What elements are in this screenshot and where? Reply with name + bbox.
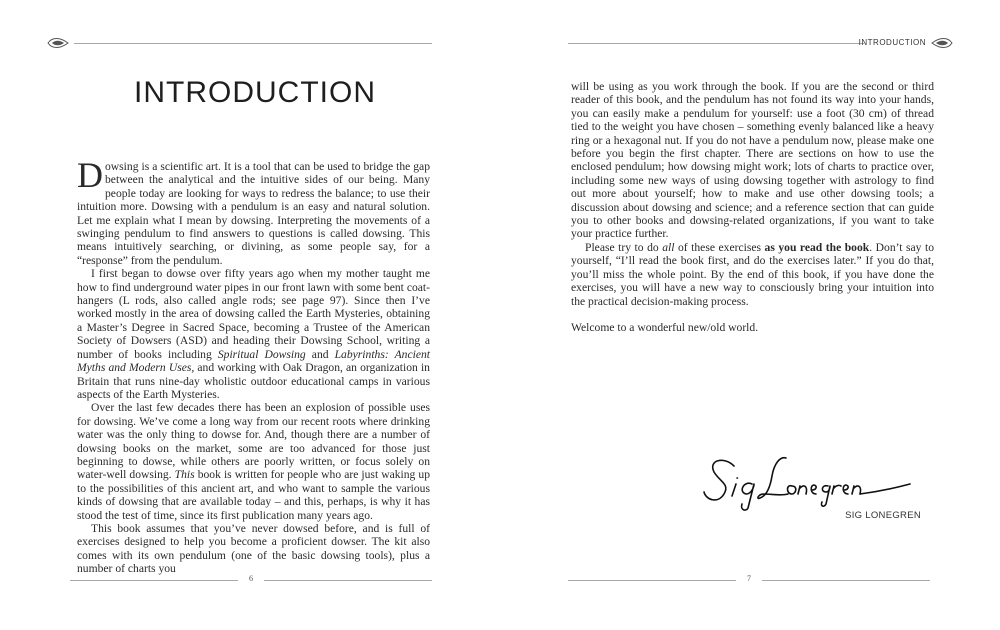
left-body-text xyxy=(77,155,431,576)
ornament-icon xyxy=(46,36,70,50)
emphasis-italic: all xyxy=(662,240,675,254)
paragraph-text: Over the last few decades there has been an explosion of possible uses for dowsing. We’ve come a long way from our recent roots where drinking water was the only thing to dowse for. And, though there are a number of dowsing books on the market, some are too advanced for those just beginning to dowse, while others are poorly written, or focus solely on water-well dowsing. xyxy=(77,401,430,482)
ornament-icon xyxy=(930,36,954,50)
paragraph xyxy=(77,155,430,267)
paragraph: This book assumes that you’ve never dowsed before, and is full of exercises designed to help you become a proficient dowser. The kit also comes with its own pendulum (one of the basic dowsing tools), plus a number of charts you xyxy=(77,521,430,576)
footer-left xyxy=(70,574,432,586)
emphasis-bold: as you read the book xyxy=(764,240,870,254)
paragraph xyxy=(77,267,430,401)
paragraph-text: . Don’t say to yourself, “I’ll read the book first, and do the exercises later.” If you do that, you’ll miss the whole point. By the end of this book, if you have done the exercises, you will have a new way to consciously bring your intuition into the practical decision-making process. xyxy=(571,240,935,308)
header-line xyxy=(568,43,864,44)
paragraph-text: and xyxy=(305,347,335,361)
header-line xyxy=(74,43,432,44)
footer-right xyxy=(568,574,930,586)
drop-cap: D xyxy=(77,155,103,195)
paragraph-text: book is written for people who are just waking up to the possibilities of this ancient art, and who want to sample the various kinds of dowsing that are available today – and this, perhaps, is why it has stood the test of time, since its first publication many years ago. xyxy=(77,468,431,522)
page-number: 7 xyxy=(747,574,751,583)
footer-line xyxy=(762,580,930,581)
closing-line: Welcome to a wonderful new/old world. xyxy=(571,320,759,334)
right-body-text xyxy=(571,80,934,334)
chapter-title: INTRODUCTION xyxy=(134,76,376,109)
paragraph-text: and working with Oak Dragon, an organization in Britain that runs nine-day wholistic outdoor educational camps in various aspects of the Earth Mysteries. xyxy=(77,361,430,401)
header-rule-right xyxy=(568,38,954,50)
paragraph-text: owsing is a scientific art. It is a tool that can be used to bridge the gap between the analytical and the intuitive sides of our being. Many people today are looking for ways to redress the balance; to use their intuition more. Dowsing with a pendulum is an easy and natural solution. Let me explain what I mean by dowsing. Interpreting the movements of a swinging pendulum to find answers to questions is called dowsing. This means intuitively searching, or divining, as some people say, for a “response” from the pendulum. xyxy=(77,160,430,267)
emphasis-italic: This xyxy=(174,468,195,482)
paragraph-text: I first began to dowse over fifty years ago when my mother taught me how to find underground water pipes in our front lawn with some bent coat-hangers (L rods, also called angle rods; see page 97). Since then I’ve worked mostly in the area of dowsing called the Earth Mysteries, obtaining a Master’s Degree in Sacred Space, becoming a Trustee of the American Society of Dowsers (ASD) and heading their Dowsing School, writing a number of books including xyxy=(77,267,430,361)
header-rule-left xyxy=(46,38,432,50)
book-title-italic: Spiritual Dowsing xyxy=(217,347,306,361)
paragraph-text: of these exercises xyxy=(674,240,765,254)
book-title-italic: Labyrinths: Ancient Myths and Modern Uses, xyxy=(77,347,430,375)
footer-line xyxy=(264,580,432,581)
paragraph xyxy=(571,241,934,308)
paragraph: will be using as you work through the book. If you are the second or third reader of this book, and the pendulum has not found its way into your hands, you can easily make a pendulum for yourself: use a foot (30 cm) of thread tied to the weight you have chosen – something evenly balanced like a heavy ring or a hexagonal nut. If you do not have a pendulum now, please make one before you begin the first chapter. There are sections on how to use the enclosed pendulum; how dowsing might work; lots of charts to practice over, including some new ways of using dowsing together with astrology to find out more about yourself; how to make and use other dowsing tools; a discussion about dowsing and science; and a reference section that can guide you to other books and dowsing-related organizations, if you want to take your practice further. xyxy=(571,80,934,241)
paragraph-text: Please try to do xyxy=(585,240,663,254)
author-name: SIG LONEGREN xyxy=(845,510,921,521)
right-page xyxy=(500,0,1000,630)
paragraph xyxy=(77,401,430,522)
handwritten-signature xyxy=(700,452,914,512)
page-number: 6 xyxy=(249,574,253,583)
running-head: INTRODUCTION xyxy=(858,38,926,47)
